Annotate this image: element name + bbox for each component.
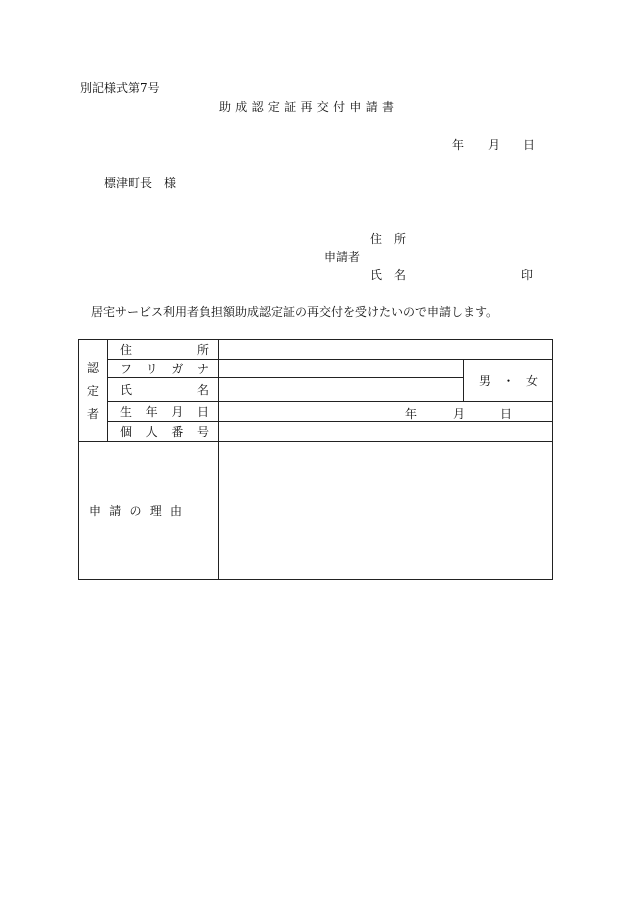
seal-mark: 印 (521, 268, 534, 282)
applicant-name-label: 氏 名 (370, 268, 407, 282)
furigana-label-char: ナ (196, 362, 209, 376)
personal-number-label-char: 個 (120, 425, 133, 439)
sex-male[interactable]: 男 (479, 374, 492, 388)
name-label-char: 氏 (120, 383, 133, 397)
name-label-char: 名 (196, 383, 209, 397)
reason-label-cell (79, 442, 219, 580)
birthdate-label-char: 日 (196, 405, 209, 419)
birthdate-label-char: 月 (171, 405, 184, 419)
name-field[interactable] (219, 378, 464, 402)
furigana-label-char: フ (120, 362, 133, 376)
sex-female[interactable]: 女 (525, 374, 538, 388)
address-label-char: 所 (196, 343, 209, 357)
personal-number-label-char: 人 (145, 425, 158, 439)
reason-label-char: の (129, 504, 142, 518)
sex-separator: ・ (502, 374, 515, 388)
birthdate-year: 年 (405, 406, 418, 421)
personal-number-label-char: 番 (171, 425, 184, 439)
furigana-label-cell (108, 360, 219, 378)
reason-label-char: 申 (89, 504, 102, 518)
form-number: 別記様式第7号 (80, 81, 160, 95)
addressee: 標津町長 様 (104, 176, 177, 190)
personal-number-label-cell (108, 422, 219, 442)
certified-person-header (79, 340, 108, 442)
birthdate-label-char: 年 (145, 405, 158, 419)
birthdate-field[interactable] (219, 402, 553, 422)
birthdate-day: 日 (500, 406, 513, 421)
certified-person-char: 者 (86, 407, 99, 421)
personal-number-field[interactable] (219, 422, 553, 442)
personal-number-label-char: 号 (196, 425, 209, 439)
furigana-label-char: リ (145, 362, 158, 376)
date-day: 日 (523, 138, 536, 152)
furigana-label-char: ガ (171, 362, 184, 376)
date-year: 年 (452, 138, 465, 152)
reason-label-char: 理 (149, 504, 162, 518)
certified-person-char: 認 (86, 361, 99, 375)
name-label-cell (108, 378, 219, 402)
sex-cell[interactable] (464, 360, 553, 402)
reason-label-char: 請 (109, 504, 122, 518)
address-field[interactable] (219, 340, 553, 360)
applicant-label: 申請者 (324, 250, 361, 264)
form-table (78, 339, 553, 580)
application-statement: 居宅サービス利用者負担額助成認定証の再交付を受けたいので申請します。 (91, 305, 499, 319)
birthdate-label-cell (108, 402, 219, 422)
birthdate-month: 月 (453, 406, 466, 421)
reason-label-char: 由 (169, 504, 182, 518)
document-title: 助成認定証再交付申請書 (219, 100, 399, 114)
furigana-field[interactable] (219, 360, 464, 378)
applicant-address-label: 住 所 (370, 232, 407, 246)
birthdate-label-char: 生 (120, 405, 133, 419)
address-label-char: 住 (120, 343, 133, 357)
certified-person-char: 定 (86, 384, 99, 398)
address-label-cell (108, 340, 219, 360)
reason-field[interactable] (219, 442, 553, 580)
date-month: 月 (488, 138, 501, 152)
